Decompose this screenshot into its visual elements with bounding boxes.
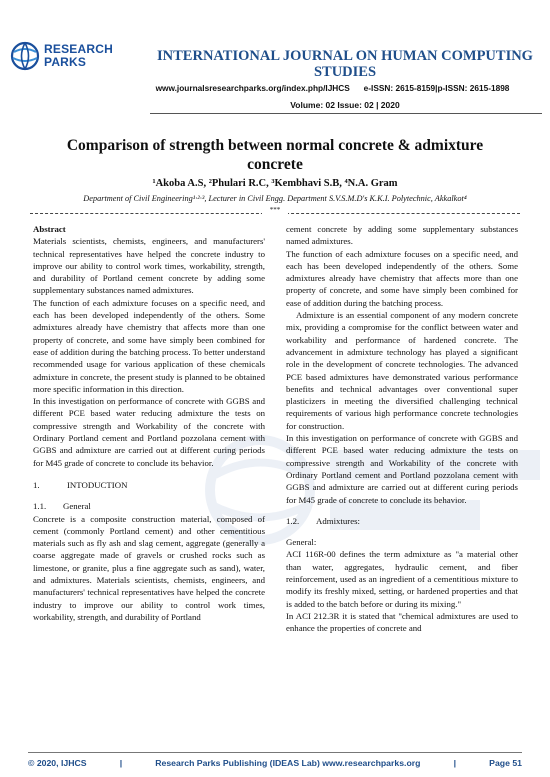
- journal-identifiers: [120, 83, 545, 93]
- logo-text: [44, 43, 113, 69]
- section-1-heading: [33, 479, 265, 491]
- right-paragraph-4: In this investigation on performance of concrete with GGBS and different PCE based water reducing admixture the tests on compressive strength and Workability of the concrete with Ordinary Portland cement and Portland pozzolana cement with GGBS and admixture are carried out at different curing periods for M45 grade of concrete to conclude its behavior.: [286, 433, 518, 505]
- abstract-heading: Abstract: [33, 224, 66, 234]
- footer-divider: [28, 752, 522, 753]
- subsection-1-1-number: 1.1.: [33, 501, 47, 512]
- page-footer: [0, 752, 550, 777]
- volume-issue: Volume: 02 Issue: 02 | 2020: [290, 100, 400, 110]
- right-column: [286, 223, 518, 635]
- separator-stars: ***: [262, 206, 288, 214]
- right-paragraph-5: ACI 116R-00 defines the term admixture as "a material other than water, aggregates, hydraulic cement, and fiber reinforcement, used as an ingredient of a cementitious mixture to modify its freshly mixed, setting, or hardened properties and that is added to the batch before or during its mixing.": [286, 549, 518, 609]
- journal-logo: [10, 40, 125, 80]
- section-1-number: 1.: [33, 479, 40, 490]
- logo-line-1: RESEARCH: [44, 42, 113, 56]
- right-paragraph-3: Admixture is an essential component of any modern concrete mix, providing a compromise for the conflict between water and workability and performance of hardened concrete. The advancement in admixture technology has played a significant role in the development of concrete technologies. The advanced PCE based admixtures have demonstrated various performance benefits and technical advantages over conventional super plasticizers in meeting the diversified challenging technical requirements of various high performance concrete technologies for construction.: [286, 310, 518, 431]
- right-paragraph-6: In ACI 212.3R it is stated that "chemical admixtures are used to enhance the properties of concrete and: [286, 610, 518, 634]
- logo-line-2: PARKS: [44, 55, 87, 69]
- abstract-paragraph-3: In this investigation on performance of concrete with GGBS and different PCE based water reducing admixture the tests on compressive strength and Workability of the concrete with Ordinary Portland cement and Portland pozzolana cement with GGBS and admixture are carried out at different curing periods for M45 grade of concrete to conclude its behavior.: [33, 396, 265, 468]
- footer-publisher[interactable]: Research Parks Publishing (IDEAS Lab) www.researchparks.org: [155, 758, 421, 768]
- section-1-title: INTODUCTION: [67, 479, 128, 490]
- subsection-1-1-heading: [33, 500, 265, 512]
- general-label: General:: [286, 537, 317, 548]
- subsection-1-2-title: Admixtures:: [316, 515, 360, 526]
- subsection-1-1-title: General: [63, 501, 91, 512]
- abstract-paragraph-1: Materials scientists, chemists, engineers, and manufacturers' technical representatives have helped the concrete industry to improve our ability to control work times, workability, strength, and durability of Portland cement concrete by adding some supplementary substances named admixtures.: [33, 236, 265, 296]
- footer-separator-2: |: [453, 758, 457, 768]
- paper-authors: ¹Akoba A.S, ²Phulari R.C, ³Kembhavi S.B, ⁴N.A. Gram: [152, 178, 398, 189]
- journal-issn: e-ISSN: 2615-8159|p-ISSN: 2615-1898: [363, 83, 510, 93]
- abstract-paragraph-2: The function of each admixture focuses on a specific need, and each has been developed independently of the others. Some admixtures already have chemistry that affects more than one property of concrete, and some have simply been combined for ease of addition during the batching process. To better understand recommended usage for various application of these chemicals admixture in concrete, the present study is planned to be obtained more specific information in this direction.: [33, 297, 265, 394]
- left-column: [33, 223, 265, 623]
- paper-title: Comparison of strength between normal concrete & admixture concrete: [66, 137, 484, 173]
- subsection-1-2-heading: [286, 515, 518, 527]
- journal-url[interactable]: www.journalsresearchparks.org/index.php/IJHCS: [155, 83, 350, 93]
- subsection-1-2-number: 1.2.: [286, 515, 300, 526]
- right-paragraph-2: The function of each admixture focuses on a specific need, and each has been developed independently of the others. Some admixtures already have chemistry that affects more than one property of concrete, and some have simply been combined for ease of addition during the batching process.: [286, 248, 518, 308]
- footer-page-number: Page 51: [489, 758, 522, 768]
- footer-separator-1: |: [119, 758, 123, 768]
- footer-copyright: © 2020, IJHCS: [28, 758, 87, 768]
- paper-affiliation: Department of Civil Engineering¹·²·³, Lecturer in Civil Engg. Department S.V.S.M.D's K.K.I. Polytechnic, Akkalkot⁴: [83, 194, 467, 203]
- globe-icon: [10, 41, 40, 71]
- journal-title: INTERNATIONAL JOURNAL ON HUMAN COMPUTING STUDIES: [157, 48, 533, 80]
- header-divider: [150, 113, 542, 114]
- subsection-1-1-text: Concrete is a composite construction material, composed of cement (commonly Portland cement) and other cementitious materials such as fly ash and slag cement, aggregate (generally a coarse aggregate made of gravels or crushed rocks such as limestone, or granite, plus a fine aggregate such as sand), water, and admixtures. Materials scientists, chemists, engineers, and manufacturers' technical representatives have helped the concrete industry to improve our ability to control work times, workability, strength, and durability of Portland: [33, 513, 265, 622]
- footer-text: [28, 758, 522, 768]
- right-paragraph-1: cement concrete by adding some supplementary substances named admixtures.: [286, 224, 518, 247]
